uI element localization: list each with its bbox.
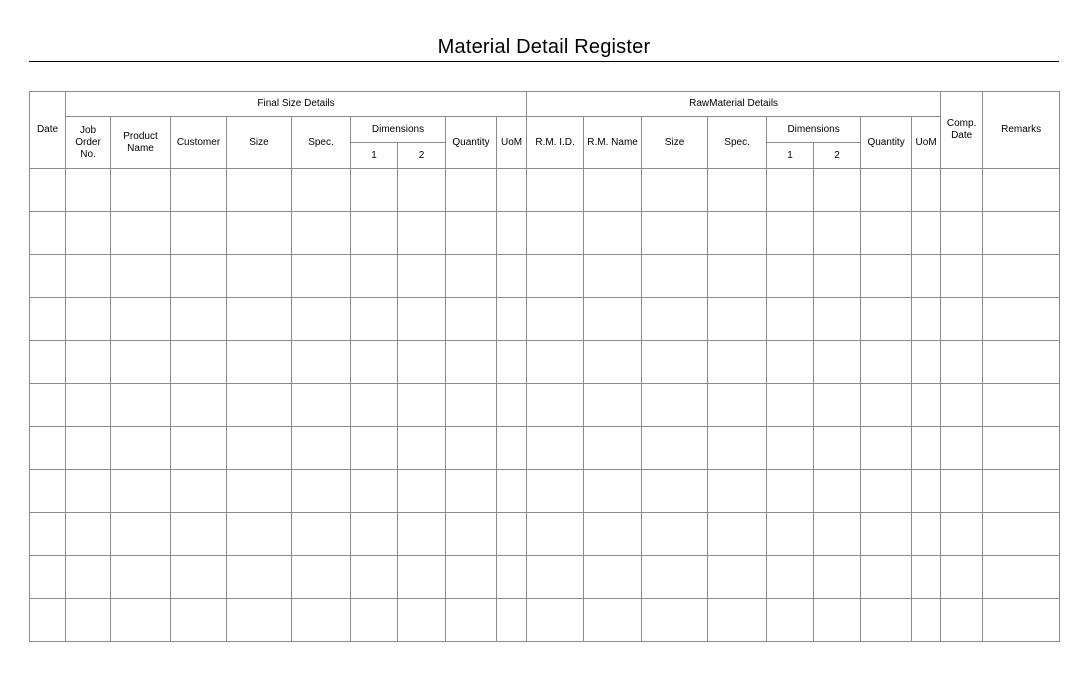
table-cell	[446, 169, 497, 212]
table-cell	[814, 513, 861, 556]
table-cell	[292, 298, 351, 341]
table-row	[30, 556, 1060, 599]
table-cell	[111, 169, 171, 212]
table-cell	[227, 513, 292, 556]
table-cell	[30, 427, 66, 470]
table-row	[30, 427, 1060, 470]
table-cell	[30, 169, 66, 212]
header-rm-size: Size	[642, 117, 708, 169]
header-customer: Customer	[171, 117, 227, 169]
table-cell	[171, 599, 227, 642]
table-cell	[861, 212, 912, 255]
table-cell	[497, 556, 527, 599]
table-cell	[941, 212, 983, 255]
table-cell	[66, 169, 111, 212]
table-cell	[446, 513, 497, 556]
table-cell	[171, 513, 227, 556]
table-cell	[66, 212, 111, 255]
table-cell	[527, 556, 584, 599]
table-cell	[983, 341, 1060, 384]
table-cell	[292, 599, 351, 642]
table-cell	[398, 169, 446, 212]
table-cell	[398, 255, 446, 298]
header-final-dimension-1: 1	[351, 143, 398, 169]
table-cell	[30, 470, 66, 513]
table-cell	[66, 470, 111, 513]
table-cell	[767, 169, 814, 212]
table-cell	[861, 513, 912, 556]
header-final-dimension-2: 2	[398, 143, 446, 169]
table-cell	[642, 255, 708, 298]
table-cell	[814, 470, 861, 513]
table-cell	[398, 556, 446, 599]
table-cell	[66, 298, 111, 341]
table-cell	[227, 212, 292, 255]
header-final-uom: UoM	[497, 117, 527, 169]
table-cell	[292, 513, 351, 556]
header-rm-spec: Spec.	[708, 117, 767, 169]
table-cell	[708, 298, 767, 341]
table-cell	[171, 427, 227, 470]
table-cell	[527, 341, 584, 384]
table-cell	[351, 255, 398, 298]
table-cell	[708, 427, 767, 470]
table-cell	[66, 255, 111, 298]
header-final-spec: Spec.	[292, 117, 351, 169]
table-cell	[814, 427, 861, 470]
table-cell	[861, 298, 912, 341]
table-cell	[941, 427, 983, 470]
table-cell	[708, 470, 767, 513]
table-cell	[497, 212, 527, 255]
table-cell	[446, 255, 497, 298]
header-rm-id: R.M. I.D.	[527, 117, 584, 169]
header-final-size: Size	[227, 117, 292, 169]
table-cell	[66, 341, 111, 384]
table-cell	[497, 599, 527, 642]
table-cell	[111, 384, 171, 427]
table-cell	[708, 212, 767, 255]
header-rm-dimension-1: 1	[767, 143, 814, 169]
table-cell	[861, 341, 912, 384]
table-row	[30, 298, 1060, 341]
table-cell	[814, 212, 861, 255]
table-cell	[351, 212, 398, 255]
table-row	[30, 169, 1060, 212]
table-cell	[497, 255, 527, 298]
table-cell	[642, 298, 708, 341]
table-cell	[814, 599, 861, 642]
table-cell	[30, 384, 66, 427]
table-cell	[814, 169, 861, 212]
header-rm-dimension-2: 2	[814, 143, 861, 169]
table-row	[30, 212, 1060, 255]
table-cell	[584, 255, 642, 298]
table-cell	[708, 169, 767, 212]
table-cell	[292, 427, 351, 470]
table-cell	[497, 470, 527, 513]
table-cell	[351, 599, 398, 642]
table-cell	[814, 255, 861, 298]
table-cell	[584, 384, 642, 427]
table-cell	[584, 556, 642, 599]
table-cell	[861, 169, 912, 212]
table-cell	[584, 341, 642, 384]
table-cell	[983, 556, 1060, 599]
table-cell	[584, 513, 642, 556]
header-group-final-size-details: Final Size Details	[66, 92, 527, 117]
table-cell	[584, 470, 642, 513]
table-cell	[814, 298, 861, 341]
table-cell	[941, 556, 983, 599]
table-cell	[527, 212, 584, 255]
table-cell	[111, 599, 171, 642]
table-cell	[642, 169, 708, 212]
table-cell	[292, 341, 351, 384]
table-cell	[912, 212, 941, 255]
table-cell	[292, 384, 351, 427]
table-cell	[66, 513, 111, 556]
table-cell	[111, 427, 171, 470]
table-cell	[227, 470, 292, 513]
table-cell	[983, 255, 1060, 298]
table-cell	[227, 427, 292, 470]
page-title: Material Detail Register	[437, 36, 651, 58]
table-cell	[171, 384, 227, 427]
table-row	[30, 341, 1060, 384]
title-divider	[29, 61, 1059, 62]
header-group-raw-material-details: RawMaterial Details	[527, 92, 941, 117]
table-cell	[912, 255, 941, 298]
table-cell	[30, 212, 66, 255]
table-cell	[708, 384, 767, 427]
table-cell	[171, 169, 227, 212]
table-cell	[446, 384, 497, 427]
table-cell	[941, 599, 983, 642]
table-cell	[527, 255, 584, 298]
table-cell	[527, 384, 584, 427]
table-cell	[171, 556, 227, 599]
table-cell	[983, 470, 1060, 513]
header-rm-quantity: Quantity	[861, 117, 912, 169]
table-cell	[767, 298, 814, 341]
table-cell	[111, 556, 171, 599]
table-cell	[708, 556, 767, 599]
table-cell	[30, 599, 66, 642]
table-cell	[642, 427, 708, 470]
table-cell	[861, 255, 912, 298]
table-cell	[227, 298, 292, 341]
header-job-order-no: Job Order No.	[66, 117, 111, 169]
table-cell	[171, 298, 227, 341]
table-cell	[912, 298, 941, 341]
table-cell	[171, 255, 227, 298]
table-row	[30, 470, 1060, 513]
table-cell	[30, 298, 66, 341]
table-cell	[351, 341, 398, 384]
table-cell	[708, 255, 767, 298]
header-comp-date: Comp. Date	[941, 92, 983, 169]
table-cell	[912, 470, 941, 513]
table-cell	[30, 556, 66, 599]
table-cell	[642, 513, 708, 556]
table-cell	[446, 427, 497, 470]
table-cell	[398, 470, 446, 513]
table-cell	[912, 427, 941, 470]
table-cell	[446, 470, 497, 513]
table-cell	[351, 427, 398, 470]
table-cell	[398, 427, 446, 470]
table-cell	[861, 384, 912, 427]
table-cell	[642, 212, 708, 255]
table-row	[30, 513, 1060, 556]
table-cell	[983, 427, 1060, 470]
table-cell	[111, 255, 171, 298]
register-body	[30, 169, 1060, 642]
table-cell	[983, 513, 1060, 556]
table-cell	[227, 169, 292, 212]
table-cell	[497, 427, 527, 470]
table-cell	[941, 470, 983, 513]
table-cell	[584, 169, 642, 212]
table-cell	[912, 513, 941, 556]
table-cell	[983, 298, 1060, 341]
material-register-table	[29, 91, 1060, 642]
table-row	[30, 599, 1060, 642]
table-cell	[111, 298, 171, 341]
table-cell	[912, 341, 941, 384]
table-cell	[30, 341, 66, 384]
table-cell	[351, 169, 398, 212]
table-cell	[292, 470, 351, 513]
table-cell	[983, 384, 1060, 427]
table-cell	[767, 212, 814, 255]
table-cell	[941, 298, 983, 341]
table-cell	[527, 599, 584, 642]
table-cell	[941, 169, 983, 212]
table-cell	[814, 384, 861, 427]
table-cell	[398, 341, 446, 384]
table-cell	[351, 470, 398, 513]
table-cell	[227, 599, 292, 642]
table-cell	[446, 212, 497, 255]
table-cell	[912, 556, 941, 599]
table-cell	[446, 599, 497, 642]
table-cell	[527, 298, 584, 341]
table-cell	[292, 255, 351, 298]
table-cell	[446, 341, 497, 384]
table-cell	[66, 599, 111, 642]
table-cell	[861, 556, 912, 599]
table-cell	[227, 556, 292, 599]
table-cell	[642, 599, 708, 642]
table-cell	[767, 384, 814, 427]
table-cell	[912, 169, 941, 212]
table-cell	[398, 212, 446, 255]
table-cell	[111, 341, 171, 384]
table-cell	[814, 556, 861, 599]
table-cell	[912, 599, 941, 642]
table-cell	[351, 513, 398, 556]
table-cell	[171, 341, 227, 384]
table-cell	[227, 255, 292, 298]
header-final-dimensions: Dimensions	[351, 117, 446, 143]
table-row	[30, 255, 1060, 298]
header-rm-dimensions: Dimensions	[767, 117, 861, 143]
table-cell	[767, 470, 814, 513]
table-cell	[584, 427, 642, 470]
table-cell	[708, 341, 767, 384]
table-cell	[941, 384, 983, 427]
table-cell	[497, 298, 527, 341]
table-cell	[941, 341, 983, 384]
header-remarks: Remarks	[983, 92, 1060, 169]
table-cell	[111, 212, 171, 255]
table-cell	[983, 599, 1060, 642]
table-cell	[941, 255, 983, 298]
table-cell	[111, 470, 171, 513]
table-cell	[941, 513, 983, 556]
table-cell	[292, 212, 351, 255]
table-cell	[351, 298, 398, 341]
table-cell	[351, 556, 398, 599]
table-cell	[398, 599, 446, 642]
table-cell	[446, 298, 497, 341]
table-cell	[642, 341, 708, 384]
table-cell	[767, 427, 814, 470]
table-cell	[767, 341, 814, 384]
table-cell	[66, 427, 111, 470]
header-rm-uom: UoM	[912, 117, 941, 169]
table-cell	[527, 169, 584, 212]
table-cell	[30, 255, 66, 298]
table-cell	[292, 556, 351, 599]
table-cell	[292, 169, 351, 212]
table-cell	[767, 556, 814, 599]
header-rm-name: R.M. Name	[584, 117, 642, 169]
table-cell	[171, 470, 227, 513]
table-cell	[814, 341, 861, 384]
table-cell	[912, 384, 941, 427]
table-cell	[227, 341, 292, 384]
table-cell	[497, 384, 527, 427]
table-cell	[111, 513, 171, 556]
table-cell	[584, 212, 642, 255]
table-cell	[642, 470, 708, 513]
table-cell	[527, 513, 584, 556]
table-cell	[398, 298, 446, 341]
table-cell	[497, 169, 527, 212]
table-cell	[584, 599, 642, 642]
table-cell	[584, 298, 642, 341]
table-cell	[708, 599, 767, 642]
header-final-quantity: Quantity	[446, 117, 497, 169]
header-product-name: Product Name	[111, 117, 171, 169]
table-cell	[66, 384, 111, 427]
table-cell	[861, 427, 912, 470]
table-cell	[398, 384, 446, 427]
table-row	[30, 384, 1060, 427]
table-cell	[861, 599, 912, 642]
table-cell	[497, 341, 527, 384]
table-cell	[527, 470, 584, 513]
table-cell	[767, 255, 814, 298]
table-cell	[861, 470, 912, 513]
table-cell	[527, 427, 584, 470]
table-cell	[767, 599, 814, 642]
table-cell	[227, 384, 292, 427]
table-cell	[171, 212, 227, 255]
table-cell	[66, 556, 111, 599]
table-cell	[30, 513, 66, 556]
table-cell	[983, 169, 1060, 212]
table-cell	[351, 384, 398, 427]
table-cell	[767, 513, 814, 556]
header-date: Date	[30, 92, 66, 169]
table-cell	[497, 513, 527, 556]
table-cell	[446, 556, 497, 599]
table-cell	[708, 513, 767, 556]
table-cell	[983, 212, 1060, 255]
table-cell	[642, 556, 708, 599]
table-cell	[398, 513, 446, 556]
table-cell	[642, 384, 708, 427]
